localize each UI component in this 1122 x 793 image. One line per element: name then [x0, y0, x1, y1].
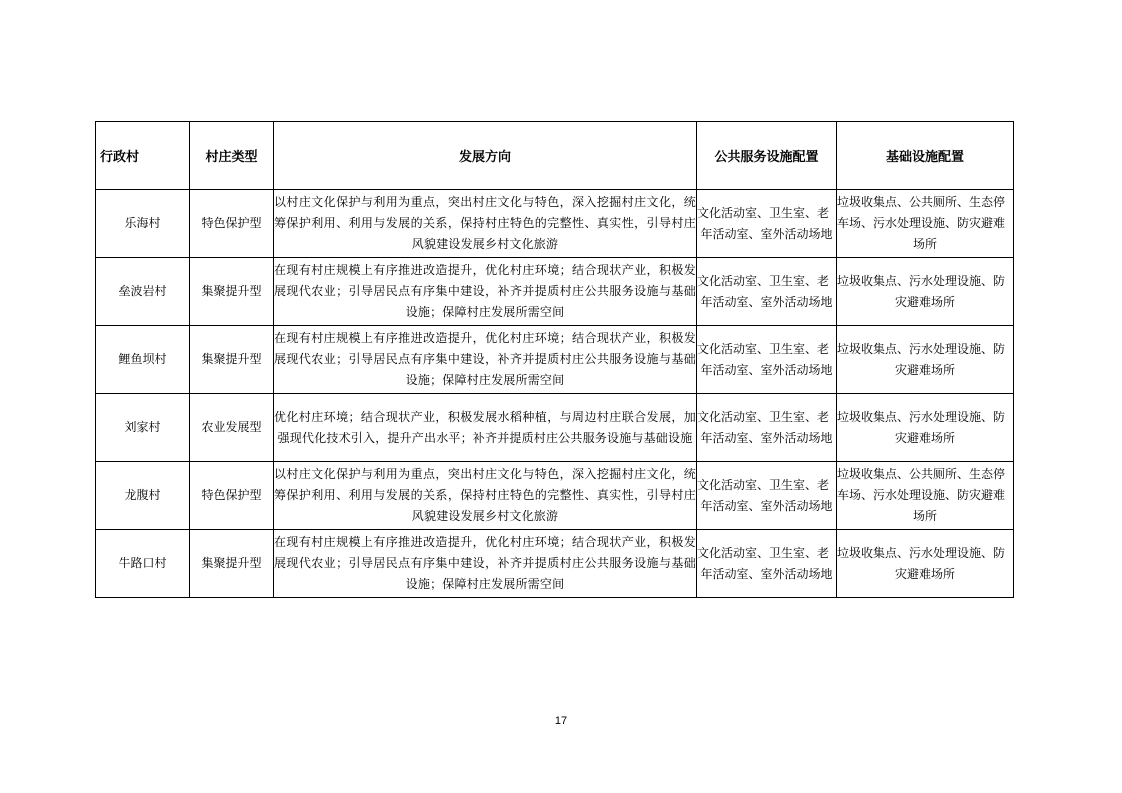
cell-type: 特色保护型	[190, 462, 274, 530]
cell-public-facilities: 文化活动室、卫生室、老年活动室、室外活动场地	[697, 462, 837, 530]
cell-village: 牛路口村	[96, 530, 190, 598]
cell-direction: 优化村庄环境；结合现状产业，积极发展水稻种植，与周边村庄联合发展，加强现代化技术引入，提升产出水平；补齐并提质村庄公共服务设施与基础设施	[274, 394, 697, 462]
cell-village: 垒波岩村	[96, 258, 190, 326]
cell-direction: 在现有村庄规模上有序推进改造提升，优化村庄环境；结合现状产业，积极发展现代农业；引导居民点有序集中建设，补齐并提质村庄公共服务设施与基础设施；保障村庄发展所需空间	[274, 530, 697, 598]
page-number: 17	[554, 715, 568, 727]
table-row	[96, 190, 1014, 258]
cell-public-facilities: 文化活动室、卫生室、老年活动室、室外活动场地	[697, 326, 837, 394]
cell-public-facilities: 文化活动室、卫生室、老年活动室、室外活动场地	[697, 258, 837, 326]
cell-public-facilities: 文化活动室、卫生室、老年活动室、室外活动场地	[697, 190, 837, 258]
cell-village: 刘家村	[96, 394, 190, 462]
header-type: 村庄类型	[190, 122, 274, 190]
cell-public-facilities: 文化活动室、卫生室、老年活动室、室外活动场地	[697, 530, 837, 598]
table-row	[96, 462, 1014, 530]
table-row	[96, 394, 1014, 462]
table-row	[96, 258, 1014, 326]
cell-type: 集聚提升型	[190, 258, 274, 326]
cell-type: 集聚提升型	[190, 326, 274, 394]
cell-infrastructure: 垃圾收集点、公共厕所、生态停车场、污水处理设施、防灾避难场所	[837, 462, 1014, 530]
header-public-facilities: 公共服务设施配置	[697, 122, 837, 190]
table-row	[96, 326, 1014, 394]
cell-infrastructure: 垃圾收集点、公共厕所、生态停车场、污水处理设施、防灾避难场所	[837, 190, 1014, 258]
header-direction: 发展方向	[274, 122, 697, 190]
cell-direction: 以村庄文化保护与利用为重点，突出村庄文化与特色，深入挖掘村庄文化，统筹保护利用、利用与发展的关系，保持村庄特色的完整性、真实性，引导村庄风貌建设发展乡村文化旅游	[274, 190, 697, 258]
cell-infrastructure: 垃圾收集点、污水处理设施、防灾避难场所	[837, 326, 1014, 394]
cell-infrastructure: 垃圾收集点、污水处理设施、防灾避难场所	[837, 258, 1014, 326]
cell-infrastructure: 垃圾收集点、污水处理设施、防灾避难场所	[837, 530, 1014, 598]
cell-village: 鲤鱼坝村	[96, 326, 190, 394]
cell-village: 龙腹村	[96, 462, 190, 530]
cell-direction: 在现有村庄规模上有序推进改造提升，优化村庄环境；结合现状产业，积极发展现代农业；引导居民点有序集中建设，补齐并提质村庄公共服务设施与基础设施；保障村庄发展所需空间	[274, 258, 697, 326]
header-infrastructure: 基础设施配置	[837, 122, 1014, 190]
cell-village: 乐海村	[96, 190, 190, 258]
cell-direction: 在现有村庄规模上有序推进改造提升，优化村庄环境；结合现状产业，积极发展现代农业；引导居民点有序集中建设，补齐并提质村庄公共服务设施与基础设施；保障村庄发展所需空间	[274, 326, 697, 394]
cell-direction: 以村庄文化保护与利用为重点，突出村庄文化与特色，深入挖掘村庄文化，统筹保护利用、利用与发展的关系，保持村庄特色的完整性、真实性，引导村庄风貌建设发展乡村文化旅游	[274, 462, 697, 530]
header-village: 行政村	[96, 122, 190, 190]
cell-public-facilities: 文化活动室、卫生室、老年活动室、室外活动场地	[697, 394, 837, 462]
cell-type: 集聚提升型	[190, 530, 274, 598]
table-header-row	[96, 122, 1014, 190]
table-row	[96, 530, 1014, 598]
cell-type: 特色保护型	[190, 190, 274, 258]
village-planning-table	[95, 121, 1014, 598]
cell-infrastructure: 垃圾收集点、污水处理设施、防灾避难场所	[837, 394, 1014, 462]
cell-type: 农业发展型	[190, 394, 274, 462]
